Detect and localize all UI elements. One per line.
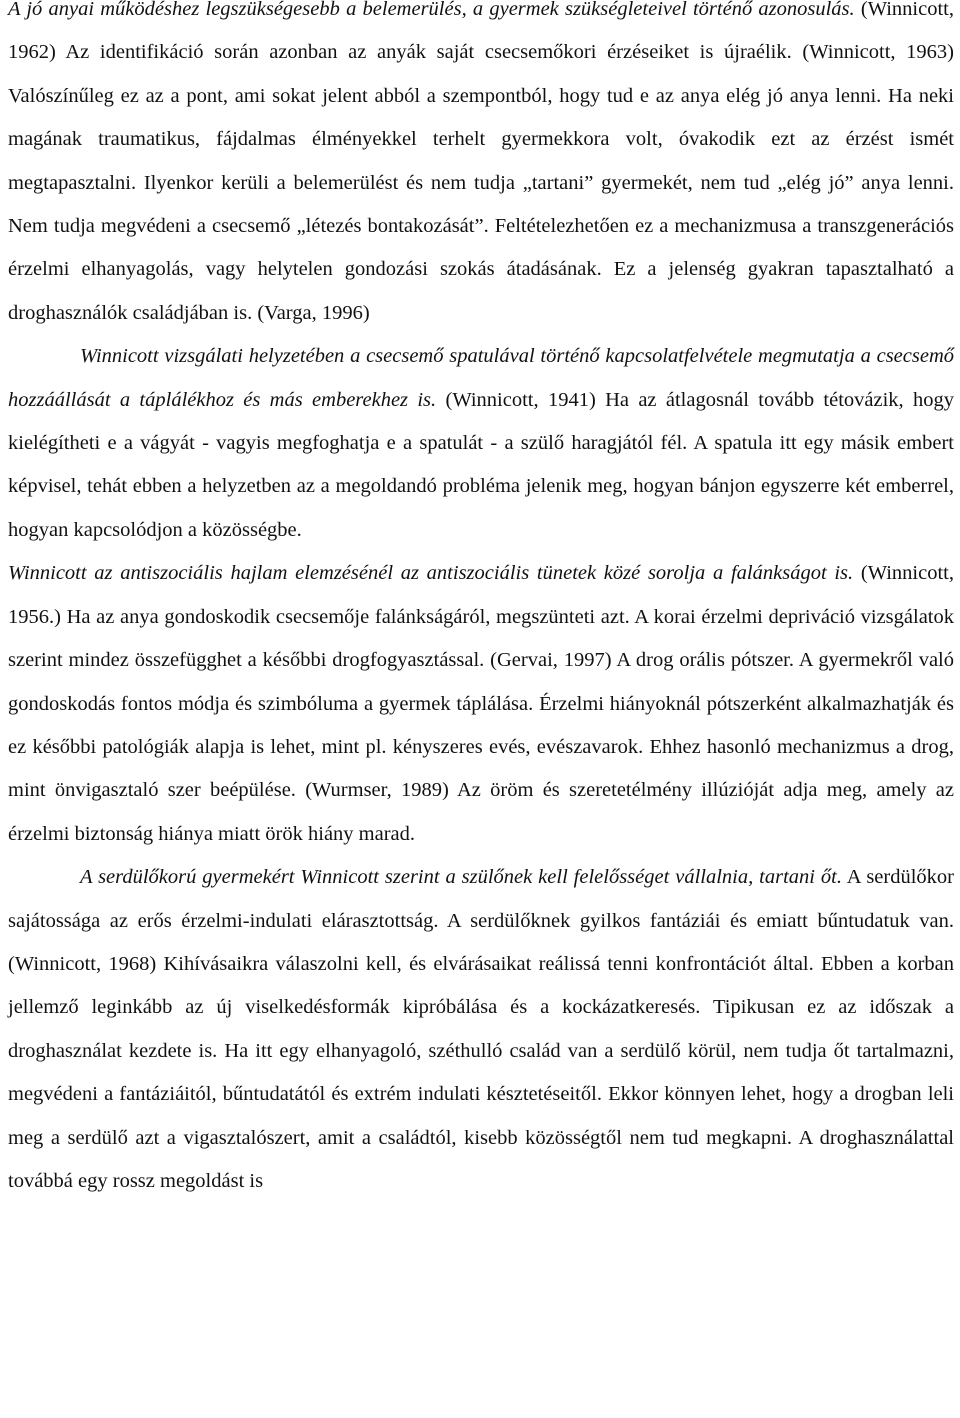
body-text-1: (Winnicott, 1962) Az identifikáció során azonban az anyák saját csecsemőkori érzéseiket is újraélik. (Winnicott, 1963) Valószínűleg ez az a pont, ami sokat jelent abból a szempontból, hogy tud e az anya elég jó anya lenni. Ha neki magának traumatikus, fájdalmas élményekkel terhelt gyermekkora volt, óvakodik ezt az érzést ismét megtapasztalni. Ilyenkor kerüli a belemerülést és nem tudja „tartani” gyermekét, nem tud „elég jó” anya lenni. Nem tudja megvédeni a csecsemő „létezés bontakozását”. Feltételezhetően ez a mechanizmusa a transzgenerációs érzelmi elhanyagolás, vagy helytelen gondozási szokás átadásának. Ez a jelenség gyakran tapasztalható a droghasználók családjában is. (Varga, 1996) xyxy=(8,0,954,324)
paragraph-4 xyxy=(8,856,954,1203)
italic-lead-2: Winnicott vizsgálati helyzetében a csecsemő spatulával történő kapcsolatfelvétele megmutatja a csecsemő hozzáállását a táplálékhoz és más emberekhez is. xyxy=(8,345,954,411)
italic-lead-3: Winnicott az antiszociális hajlam elemzésénél az antiszociális tünetek közé sorolja a falánkságot is. xyxy=(8,562,854,585)
paragraph-1 xyxy=(8,0,954,335)
paragraph-3 xyxy=(8,552,954,856)
italic-lead-4: A serdülőkorú gyermekért Winnicott szerint a szülőnek kell felelősséget vállalnia, tartani őt. xyxy=(80,866,842,889)
body-text-4: A serdülőkor sajátossága az erős érzelmi-indulati elárasztottság. A serdülőknek gyilkos fantáziái és emiatt bűntudatuk van. (Winnicott, 1968) Kihívásaikra válaszolni kell, és elvárásaikat reálissá tenni konfrontációt által. Ebben a korban jellemző leginkább az új viselkedésformák kipróbálása és a kockázatkeresés. Tipikusan ez az időszak a droghasználat kezdete is. Ha itt egy elhanyagoló, széthulló család van a serdülő körül, nem tudja őt tartalmazni, megvédeni a fantáziáitól, bűntudatától és extrém indulati késztetéseitől. Ekkor könnyen lehet, hogy a drogban leli meg a serdülő azt a vigasztalószert, amit a családtól, kisebb közösségtől nem tud megkapni. A droghasználattal továbbá egy rossz megoldást is xyxy=(8,866,955,1192)
paragraph-2 xyxy=(8,335,954,552)
body-text-3: (Winnicott, 1956.) Ha az anya gondoskodik csecsemője falánkságáról, megszünteti azt. A korai érzelmi depriváció vizsgálatok szerint mindez összefügghet a későbbi drogfogyasztással. (Gervai, 1997) A drog orális pótszer. A gyermekről való gondoskodás fontos módja és szimbóluma a gyermek táplálása. Érzelmi hiányoknál pótszerként alkalmazhatják és ez későbbi patológiák alapja is lehet, mint pl. kényszeres evés, evészavarok. Ehhez hasonló mechanizmus a drog, mint önvigasztaló szer beépülése. (Wurmser, 1989) Az öröm és szeretetélmény illúzióját adja meg, amely az érzelmi biztonság hiánya miatt örök hiány marad. xyxy=(8,562,954,845)
italic-lead-1: A jó anyai működéshez legszükségesebb a belemerülés, a gyermek szükségleteivel történő azonosulás. xyxy=(8,0,855,20)
body-text-2: (Winnicott, 1941) Ha az átlagosnál tovább tétovázik, hogy kielégítheti e a vágyát - vagyis megfoghatja e a spatulát - a szülő haragjától fél. A spatula itt egy másik embert képvisel, tehát ebben a helyzetben az a megoldandó probléma jelenik meg, hogyan bánjon egyszerre két emberrel, hogyan kapcsolódjon a közösségbe. xyxy=(8,388,955,541)
